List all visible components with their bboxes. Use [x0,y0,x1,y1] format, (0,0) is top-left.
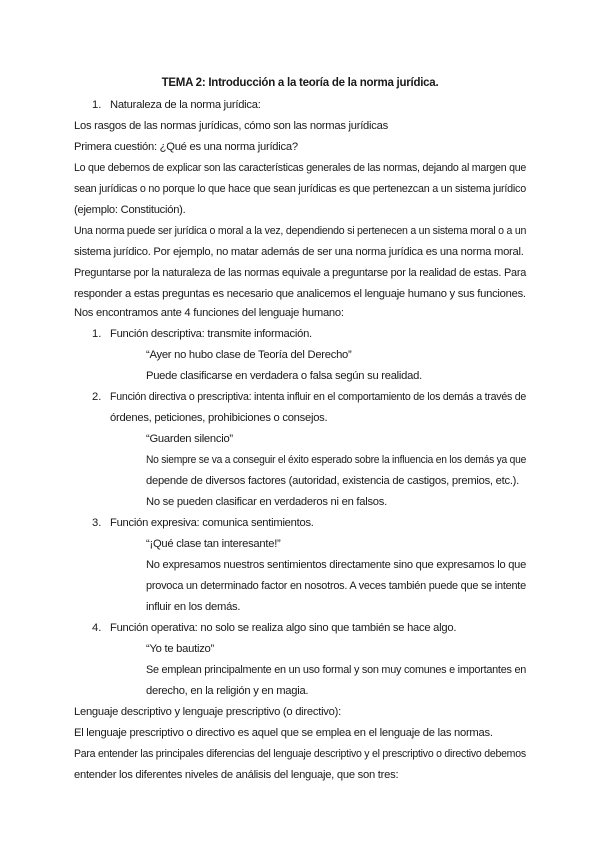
paragraph-line: entender los diferentes niveles de análisis del lenguaje, que son tres: [74,769,399,781]
function-note: No expresamos nuestros sentimientos directamente sino que expresamos lo que [146,559,527,571]
section-number: 1. [92,99,102,111]
paragraph-line: sean jurídicas o no porque lo que hace que sean jurídicas es que pertenezcan a un sistema jurídico [74,183,526,195]
function-example: “Ayer no hubo clase de Teoría del Derecho” [146,349,352,361]
paragraph-line: Nos encontramos ante 4 funciones del lenguaje humano: [74,307,344,319]
function-example: “Guarden silencio” [146,433,233,445]
function-number: 2. [92,391,102,403]
paragraph-line: responder a estas preguntas es necesario que analicemos el lenguaje humano y sus funciones. [74,288,526,300]
function-number: 4. [92,622,102,634]
function-heading: órdenes, peticiones, prohibiciones o consejos. [110,412,328,424]
function-heading: Función expresiva: comunica sentimientos. [110,517,314,529]
paragraph-line: Preguntarse por la naturaleza de las normas equivale a preguntarse por la realidad de estas. Para [74,267,527,279]
function-example: “¡Qué clase tan interesante!” [146,538,281,550]
paragraph-line: Lo que debemos de explicar son las características generales de las normas, dejando al margen que [74,162,527,174]
paragraph-line: (ejemplo: Constitución). [74,204,186,216]
function-note: influir en los demás. [146,601,241,613]
paragraph-line: Una norma puede ser jurídica o moral a la vez, dependiendo si pertenecen a un sistema moral o a un [74,225,527,237]
function-note: provoca un determinado factor en nosotros. A veces también puede que se intente [146,580,526,592]
page-title: TEMA 2: Introducción a la teoría de la norma jurídica. [161,77,439,89]
paragraph-line: Para entender las principales diferencias del lenguaje descriptivo y el prescriptivo o directivo debemos [74,748,526,760]
section-heading: Naturaleza de la norma jurídica: [110,99,261,111]
function-example: “Yo te bautizo” [146,643,214,655]
function-note: No se pueden clasificar en verdaderos ni en falsos. [146,496,387,508]
function-heading: Función directiva o prescriptiva: intenta influir en el comportamiento de los demás a través de [110,391,527,403]
function-note: depende de diversos factores (autoridad, existencia de castigos, premios, etc.). [146,475,520,487]
function-note: derecho, en la religión y en magia. [146,685,309,697]
paragraph-line: Primera cuestión: ¿Qué es una norma jurídica? [74,141,298,153]
function-note: No siempre se va a conseguir el éxito esperado sobre la influencia en los demás ya que [146,454,527,466]
paragraph-line: El lenguaje prescriptivo o directivo es aquel que se emplea en el lenguaje de las normas. [74,727,493,739]
function-heading: Función descriptiva: transmite información. [110,328,312,340]
paragraph-line: sistema jurídico. Por ejemplo, no matar además de ser una norma jurídica es una norma moral. [74,246,524,258]
function-number: 3. [92,517,102,529]
paragraph-line: Lenguaje descriptivo y lenguaje prescriptivo (o directivo): [74,706,341,718]
paragraph-line: Los rasgos de las normas jurídicas, cómo son las normas jurídicas [74,120,388,132]
function-note: Puede clasificarse en verdadera o falsa según su realidad. [146,370,422,382]
function-heading: Función operativa: no solo se realiza algo sino que también se hace algo. [110,622,457,634]
function-note: Se emplean principalmente en un uso formal y son muy comunes e importantes en [146,664,527,676]
function-number: 1. [92,328,102,340]
